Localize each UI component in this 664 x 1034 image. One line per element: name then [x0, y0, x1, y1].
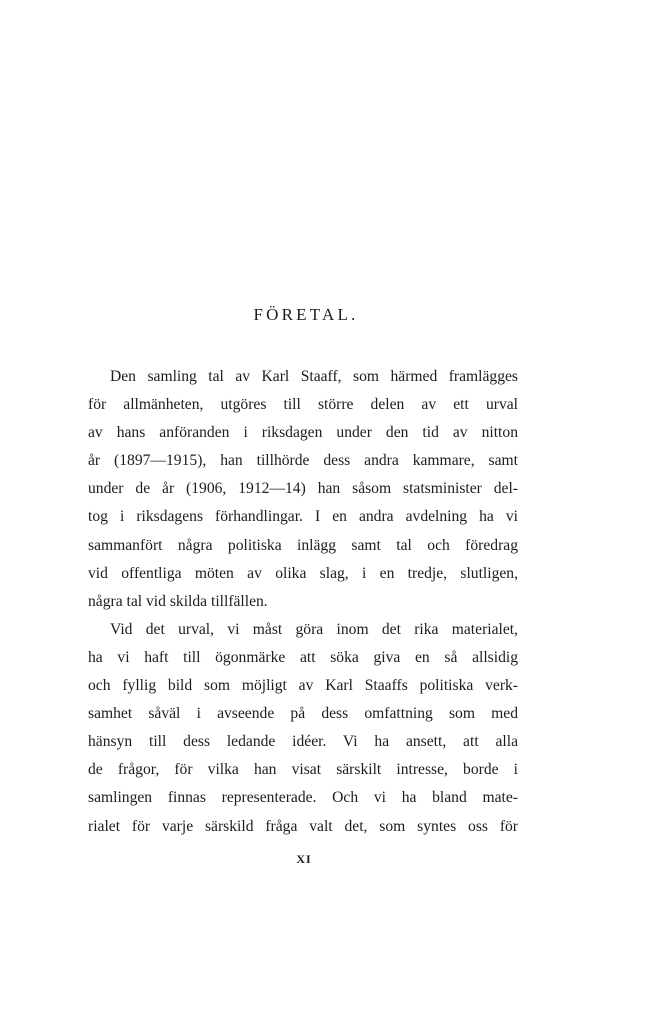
text-line: år (1897—1915), han tillhörde dess andra kammare, samt [88, 452, 518, 470]
text-line: rialet för varje särskild fråga valt det, som syntes oss för [88, 817, 518, 835]
text-line: och fyllig bild som möjligt av Karl Staaffs politiska verk- [88, 677, 518, 695]
text-line: samhet såväl i avseende på dess omfattning som med [88, 705, 518, 723]
page-number: XI [296, 852, 312, 866]
text-line: Den samling tal av Karl Staaff, som härmed framlägges [110, 368, 518, 385]
text-line: för allmänheten, utgöres till större delen av ett urval [88, 396, 518, 414]
text-line: av hans anföranden i riksdagen under den tid av nitton [88, 424, 518, 442]
text-line: under de år (1906, 1912—14) han såsom statsminister del- [88, 480, 518, 498]
paragraph-2 [88, 616, 518, 841]
text-line: de frågor, för vilka han visat särskilt intresse, borde i [88, 761, 518, 779]
text-line: hänsyn till dess ledande idéer. Vi ha ansett, att alla [88, 733, 518, 751]
text-line: vid offentliga möten av olika slag, i en tredje, slutligen, [88, 564, 518, 582]
text-line: samlingen finnas representerade. Och vi ha bland mate- [88, 789, 518, 807]
text-line: ha vi haft till ögonmärke att söka giva en så allsidig [88, 648, 518, 666]
text-line: tog i riksdagens förhandlingar. I en andra avdelning ha vi [88, 508, 518, 526]
text-line: sammanfört några politiska inlägg samt tal och föredrag [88, 536, 518, 554]
paragraph-1 [88, 363, 518, 616]
text-line: Vid det urval, vi måst göra inom det rika materialet, [110, 620, 518, 638]
body-text [88, 363, 518, 841]
text-line: några tal vid skilda tillfällen. [88, 592, 268, 610]
chapter-heading: FÖRETAL. [253, 305, 359, 324]
